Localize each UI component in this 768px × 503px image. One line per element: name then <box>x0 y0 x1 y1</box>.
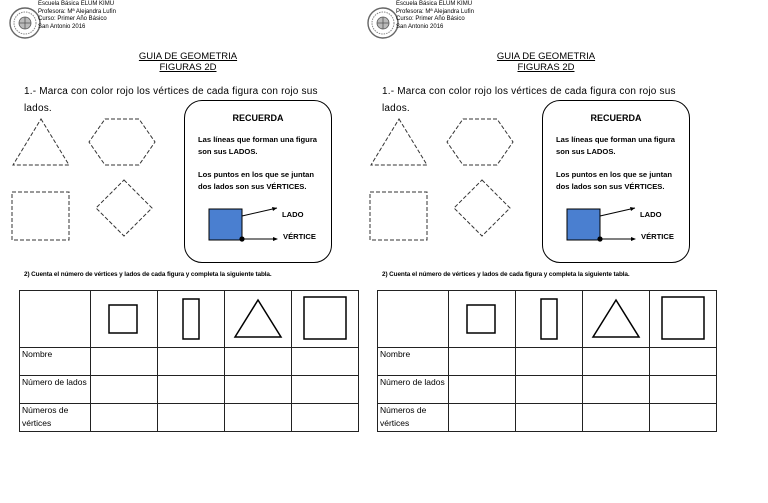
dashed-rhombus-shape <box>94 178 154 238</box>
school-header <box>396 1 474 31</box>
table-header-cell <box>225 291 292 348</box>
recuerda-vertices-text: Los puntos en los que se juntan dos lados son sus VÉRTICES. <box>556 170 673 191</box>
table-header-cell <box>583 291 650 348</box>
page-subtitle: FIGURAS 2D <box>517 62 575 73</box>
table-corner-cell <box>378 291 449 348</box>
answer-cell[interactable] <box>158 376 225 404</box>
large-square-icon <box>650 291 716 347</box>
table-header-cell <box>449 291 516 348</box>
rectangle-icon <box>516 291 582 347</box>
recuerda-sides-text: Las líneas que forman una figura son sus LADOS. <box>198 135 317 156</box>
table-corner-cell <box>20 291 91 348</box>
row-label-nombre: Nombre <box>20 348 91 376</box>
answer-cell[interactable] <box>449 376 516 404</box>
vertice-label: VÉRTICE <box>283 232 316 241</box>
table-header-cell <box>91 291 158 348</box>
row-label-vertices: Números de vértices <box>378 404 449 432</box>
dashed-rectangle-shape <box>369 191 429 243</box>
answer-cell[interactable] <box>583 404 650 432</box>
school-seal-icon <box>366 4 400 42</box>
row-label-nombre: Nombre <box>378 348 449 376</box>
answer-cell[interactable] <box>158 404 225 432</box>
table-header-cell <box>292 291 359 348</box>
square-icon <box>449 291 515 347</box>
answer-cell[interactable] <box>91 348 158 376</box>
answer-cell[interactable] <box>650 404 717 432</box>
recuerda-vertices-text: Los puntos en los que se juntan dos lados son sus VÉRTICES. <box>198 170 315 191</box>
answer-cell[interactable] <box>292 376 359 404</box>
teacher-name: Profesora: Mª Alejandra Lufin <box>38 8 116 15</box>
large-square-icon <box>292 291 358 347</box>
dashed-rhombus-shape <box>452 178 512 238</box>
school-name: Escuela Básica ELUM KIMU <box>38 1 115 7</box>
recuerda-box <box>184 100 332 263</box>
place-year: San Antonio 2016 <box>38 23 86 30</box>
answer-cell[interactable] <box>91 404 158 432</box>
answer-cell[interactable] <box>516 348 583 376</box>
teacher-name: Profesora: Mª Alejandra Lufin <box>396 8 474 15</box>
table-header-cell <box>650 291 717 348</box>
dashed-triangle-shape <box>11 117 71 167</box>
question-1: 1.- Marca con color rojo los vértices de cada figura con rojo sus lados. <box>24 86 318 114</box>
rectangle-icon <box>158 291 224 347</box>
triangle-icon <box>225 291 291 347</box>
dashed-hexagon-shape <box>445 117 515 167</box>
answer-cell[interactable] <box>583 376 650 404</box>
answer-cell[interactable] <box>292 348 359 376</box>
table-header-cell <box>516 291 583 348</box>
recuerda-title: RECUERDA <box>590 113 642 123</box>
course-name: Curso: Primer Año Básico <box>38 16 107 22</box>
page-title: GUIA DE GEOMETRIA <box>138 51 238 62</box>
answer-cell[interactable] <box>583 348 650 376</box>
answer-cell[interactable] <box>225 376 292 404</box>
school-name: Escuela Básica ELUM KIMU <box>396 1 473 7</box>
question-2: 2) Cuenta el número de vértices y lados de cada figura y completa la siguiente tabla. <box>382 271 630 278</box>
answer-cell[interactable] <box>292 404 359 432</box>
row-label-vertices: Números de vértices <box>20 404 91 432</box>
school-seal-icon <box>8 4 42 42</box>
square-icon <box>91 291 157 347</box>
lado-label: LADO <box>640 210 662 219</box>
vertice-label: VÉRTICE <box>641 232 674 241</box>
course-name: Curso: Primer Año Básico <box>396 16 465 22</box>
row-label-lados: Número de lados <box>20 376 91 404</box>
recuerda-box <box>542 100 690 263</box>
page-subtitle: FIGURAS 2D <box>159 62 217 73</box>
answer-table <box>19 290 359 432</box>
triangle-icon <box>583 291 649 347</box>
answer-cell[interactable] <box>158 348 225 376</box>
lado-label: LADO <box>282 210 304 219</box>
answer-cell[interactable] <box>516 404 583 432</box>
worksheet-page-left <box>8 0 378 503</box>
recuerda-title: RECUERDA <box>232 113 284 123</box>
dashed-triangle-shape <box>369 117 429 167</box>
answer-cell[interactable] <box>225 348 292 376</box>
recuerda-sides-text: Las líneas que forman una figura son sus LADOS. <box>556 135 675 156</box>
table-header-cell <box>158 291 225 348</box>
dashed-hexagon-shape <box>87 117 157 167</box>
answer-cell[interactable] <box>449 348 516 376</box>
answer-cell[interactable] <box>449 404 516 432</box>
school-header <box>38 1 116 31</box>
question-1: 1.- Marca con color rojo los vértices de cada figura con rojo sus lados. <box>382 86 676 114</box>
answer-table <box>377 290 717 432</box>
answer-cell[interactable] <box>225 404 292 432</box>
answer-cell[interactable] <box>91 376 158 404</box>
answer-cell[interactable] <box>650 376 717 404</box>
dashed-rectangle-shape <box>11 191 71 243</box>
place-year: San Antonio 2016 <box>396 23 444 30</box>
answer-cell[interactable] <box>516 376 583 404</box>
page-title: GUIA DE GEOMETRIA <box>496 51 596 62</box>
question-2: 2) Cuenta el número de vértices y lados de cada figura y completa la siguiente tabla. <box>24 271 272 278</box>
worksheet-page-right <box>366 0 736 503</box>
row-label-lados: Número de lados <box>378 376 449 404</box>
answer-cell[interactable] <box>650 348 717 376</box>
